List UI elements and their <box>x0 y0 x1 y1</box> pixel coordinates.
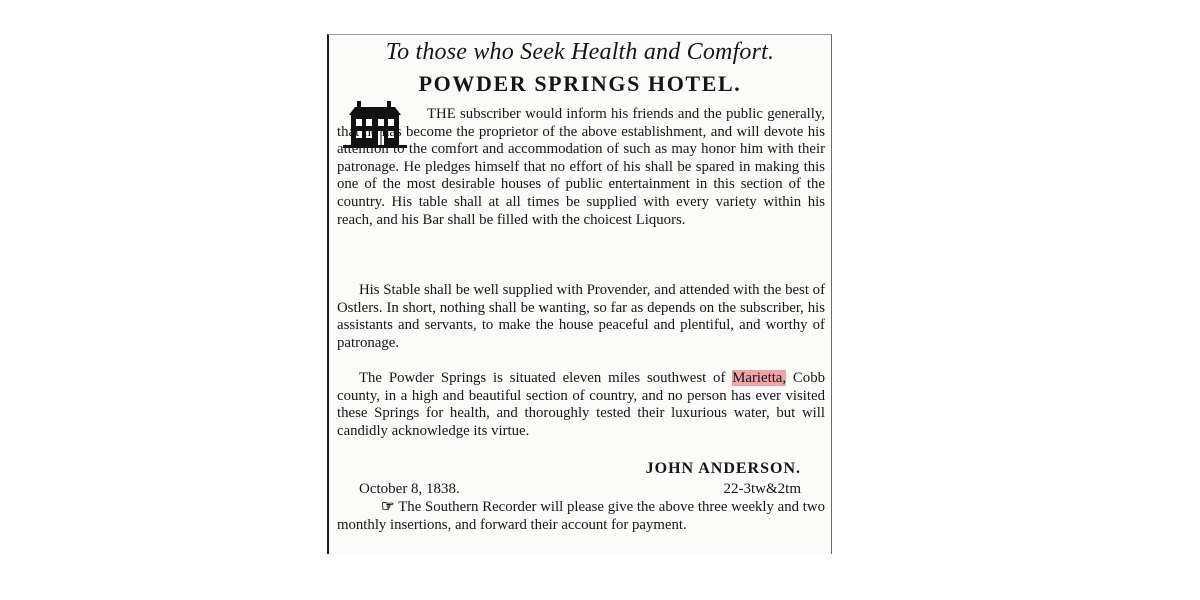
paragraph-location <box>337 370 825 440</box>
publication-note <box>337 499 825 534</box>
headline-hotel-name: POWDER SPRINGS HOTEL. <box>418 71 742 96</box>
signature-name: JOHN ANDERSON. <box>645 460 801 477</box>
paragraph-stable: His Stable shall be well supplied with Provender, and attended with the best of Ostlers. In short, nothing shall be wanting, so far as depends on the subscriber, his assistants and servants, to make the house peaceful and plentiful, and worthy of patronage. <box>337 282 825 351</box>
headline-italic: To those who Seek Health and Comfort. <box>385 39 775 65</box>
dateline: October 8, 1838. <box>359 481 460 497</box>
highlighted-place-name: Marietta, <box>732 370 787 386</box>
publication-note-text: The Southern Recorder will please give the above three weekly and two monthly insertions, and forward their account for payment. <box>337 499 825 533</box>
insertion-code: 22-3tw&2tm <box>723 481 801 497</box>
paragraph-location-start: The Powder Springs is situated eleven miles southwest of <box>359 370 733 386</box>
paragraph-intro: THE subscriber would inform his friends and the public generally, that he has become the proprietor of the above establishment, and will devote his attention to the comfort and accommodation of such as may honor him with their patronage. He pledges himself that no effort of his shall be spared in making this one of the most desirable houses of public entertainment in this section of the country. His table shall at all times be supplied with every variety within his reach, and his Bar shall be filled with the choicest Liquors. <box>337 106 825 228</box>
paragraph-location-end: Cobb county, in a high and beautiful section of country, and no person has ever visited these Springs for health, and thoroughly tested their luxurious water, but will candidly acknowledge its virtue. <box>337 370 826 439</box>
pointing-hand-icon: ☞ <box>381 499 395 515</box>
newspaper-clipping <box>327 34 832 554</box>
